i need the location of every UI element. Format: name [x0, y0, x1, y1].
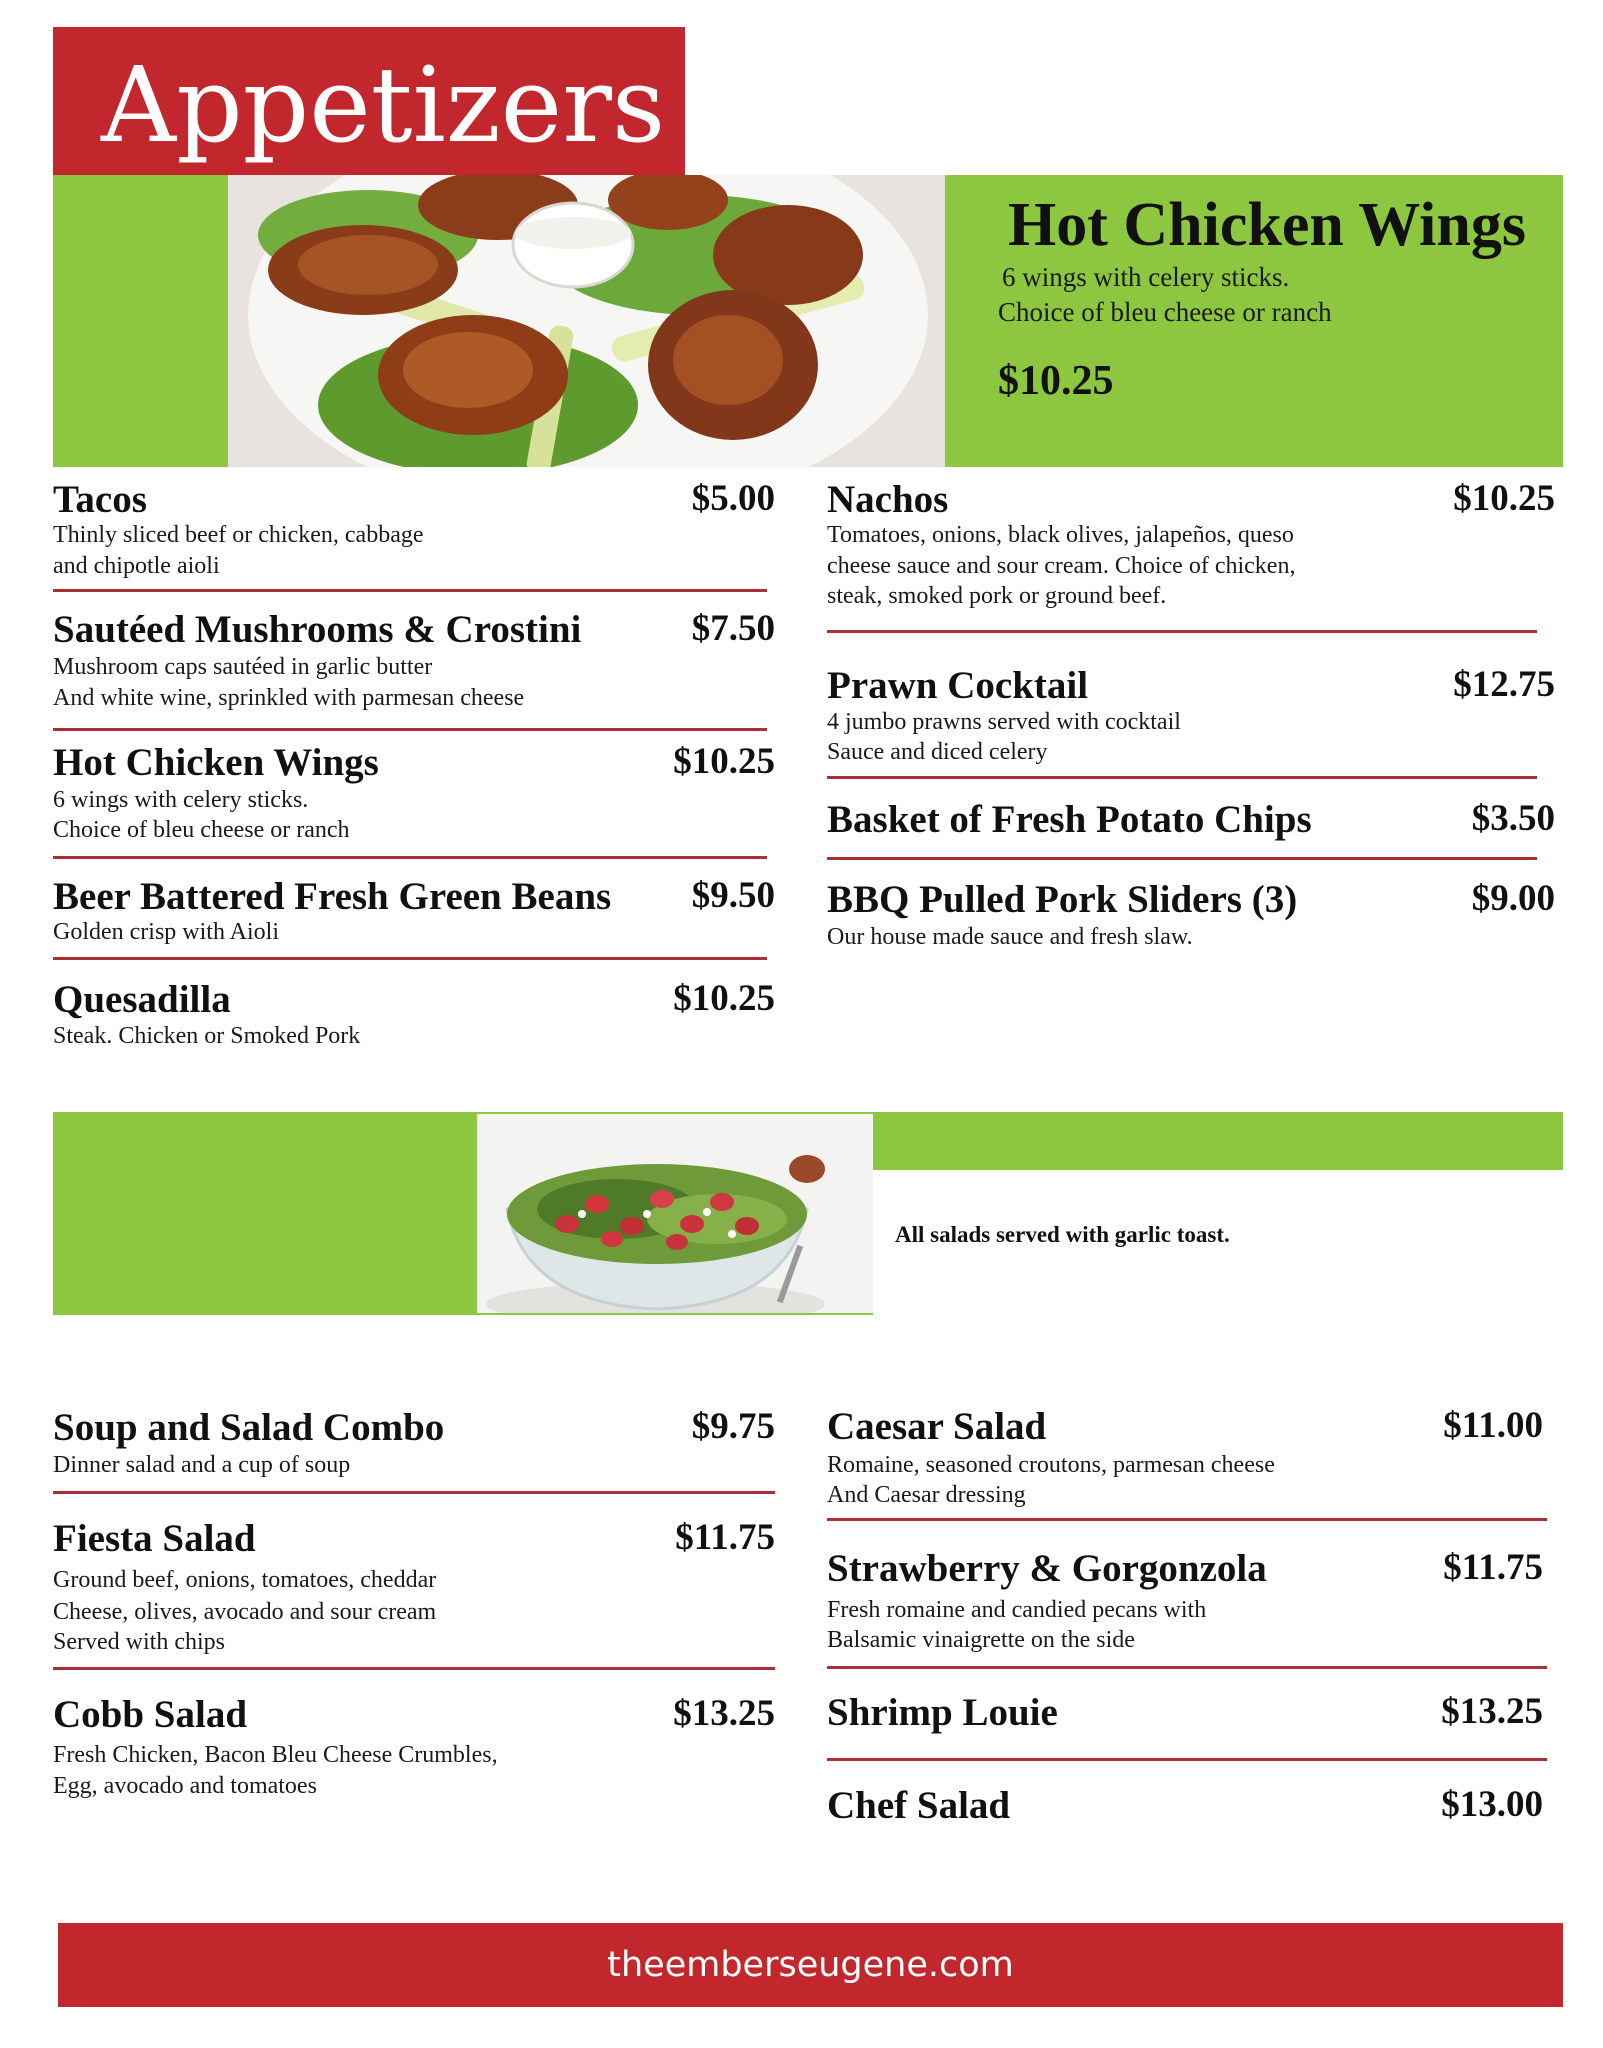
- chicken-wings-photo: [228, 175, 945, 467]
- menu-item-name: Nachos: [827, 478, 949, 521]
- website-link[interactable]: theemberseugene.com: [607, 1945, 1014, 1985]
- menu-item-description: Sauce and diced celery: [827, 739, 1048, 765]
- menu-item-description: Romaine, seasoned croutons, parmesan cheese: [827, 1452, 1275, 1478]
- menu-item-price: $10.25: [673, 978, 775, 1019]
- footer-banner: [58, 1923, 1563, 2007]
- menu-item-price: $13.25: [1441, 1691, 1543, 1732]
- menu-item-name: Chef Salad: [827, 1784, 1011, 1827]
- menu-item-name: BBQ Pulled Pork Sliders (3): [827, 878, 1298, 921]
- menu-item-description: 4 jumbo prawns served with cocktail: [827, 709, 1181, 735]
- salad-illustration: [477, 1114, 873, 1313]
- menu-item-price: $11.00: [1443, 1405, 1543, 1446]
- menu-item-description: And Caesar dressing: [827, 1482, 1026, 1508]
- menu-item-description: cheese sauce and sour cream. Choice of chicken,: [827, 553, 1296, 579]
- divider: [827, 1666, 1547, 1669]
- menu-item-price: $11.75: [675, 1517, 775, 1558]
- menu-item-name: Shrimp Louie: [827, 1691, 1058, 1734]
- divider: [53, 589, 767, 592]
- menu-item-price: $7.50: [691, 608, 775, 649]
- divider: [827, 857, 1537, 860]
- feature-description-line-2: Choice of bleu cheese or ranch: [998, 297, 1332, 327]
- salad-note: All salads served with garlic toast.: [895, 1222, 1230, 1247]
- menu-item-description: Steak. Chicken or Smoked Pork: [53, 1023, 361, 1049]
- menu-item-price: $9.75: [691, 1406, 775, 1447]
- feature-price: $10.25: [998, 358, 1114, 404]
- menu-item-description: Choice of bleu cheese or ranch: [53, 817, 350, 843]
- salad-banner: [53, 1112, 477, 1315]
- menu-item-description: Dinner salad and a cup of soup: [53, 1452, 351, 1478]
- chicken-wings-illustration: [228, 175, 945, 467]
- menu-item-description: Our house made sauce and fresh slaw.: [827, 924, 1193, 950]
- menu-item-name: Prawn Cocktail: [827, 664, 1089, 707]
- page-title: Appetizers: [101, 44, 666, 166]
- menu-item-name: Fiesta Salad: [53, 1517, 256, 1560]
- divider: [53, 856, 767, 859]
- menu-item-description: steak, smoked pork or ground beef.: [827, 583, 1167, 609]
- menu-item-price: $10.25: [673, 741, 775, 782]
- feature-description-line-1: 6 wings with celery sticks.: [1002, 262, 1290, 292]
- divider: [53, 728, 767, 731]
- menu-item-price: $13.25: [673, 1693, 775, 1734]
- menu-item-description: Golden crisp with Aioli: [53, 919, 279, 945]
- divider: [827, 1518, 1547, 1521]
- menu-item-description: Ground beef, onions, tomatoes, cheddar: [53, 1567, 437, 1593]
- menu-item-price: $9.50: [691, 875, 775, 916]
- menu-item-name: Hot Chicken Wings: [53, 741, 379, 784]
- divider: [53, 957, 767, 960]
- menu-item-price: $11.75: [1443, 1547, 1543, 1588]
- salad-banner-stripe: [873, 1112, 1563, 1170]
- feature-title: Hot Chicken Wings: [1008, 191, 1526, 259]
- menu-item-name: Tacos: [53, 478, 147, 521]
- menu-item-price: $12.75: [1453, 664, 1555, 705]
- menu-item-description: Tomatoes, onions, black olives, jalapeños, queso: [827, 522, 1294, 548]
- menu-item-description: Fresh Chicken, Bacon Bleu Cheese Crumbles,: [53, 1742, 498, 1768]
- menu-item-price: $3.50: [1471, 798, 1555, 839]
- menu-item-name: Basket of Fresh Potato Chips: [827, 798, 1312, 841]
- menu-item-description: Served with chips: [53, 1629, 225, 1655]
- menu-item-price: $13.00: [1441, 1784, 1543, 1825]
- salad-photo: [477, 1112, 873, 1315]
- menu-item-name: Quesadilla: [53, 978, 231, 1021]
- menu-item-name: Strawberry & Gorgonzola: [827, 1547, 1267, 1590]
- menu-item-description: 6 wings with celery sticks.: [53, 787, 309, 813]
- menu-item-name: Sautéed Mushrooms & Crostini: [53, 608, 582, 651]
- title-banner: [53, 27, 685, 175]
- menu-item-description: Cheese, olives, avocado and sour cream: [53, 1599, 437, 1625]
- menu-item-description: Egg, avocado and tomatoes: [53, 1773, 317, 1799]
- divider: [53, 1491, 775, 1494]
- menu-item-description: Thinly sliced beef or chicken, cabbage: [53, 522, 424, 548]
- menu-item-price: $10.25: [1453, 478, 1555, 519]
- menu-item-description: Fresh romaine and candied pecans with: [827, 1597, 1207, 1623]
- menu-item-price: $9.00: [1471, 878, 1555, 919]
- divider: [53, 1667, 775, 1670]
- menu-item-price: $5.00: [691, 478, 775, 519]
- divider: [827, 776, 1537, 779]
- divider: [827, 630, 1537, 633]
- divider: [827, 1758, 1547, 1761]
- menu-item-description: Balsamic vinaigrette on the side: [827, 1627, 1135, 1653]
- menu-item-description: and chipotle aioli: [53, 553, 220, 579]
- menu-item-description: And white wine, sprinkled with parmesan cheese: [53, 685, 525, 711]
- menu-item-description: Mushroom caps sautéed in garlic butter: [53, 654, 433, 680]
- menu-item-name: Soup and Salad Combo: [53, 1406, 445, 1449]
- menu-item-name: Beer Battered Fresh Green Beans: [53, 875, 612, 918]
- menu-item-name: Caesar Salad: [827, 1405, 1047, 1448]
- menu-item-name: Cobb Salad: [53, 1693, 248, 1736]
